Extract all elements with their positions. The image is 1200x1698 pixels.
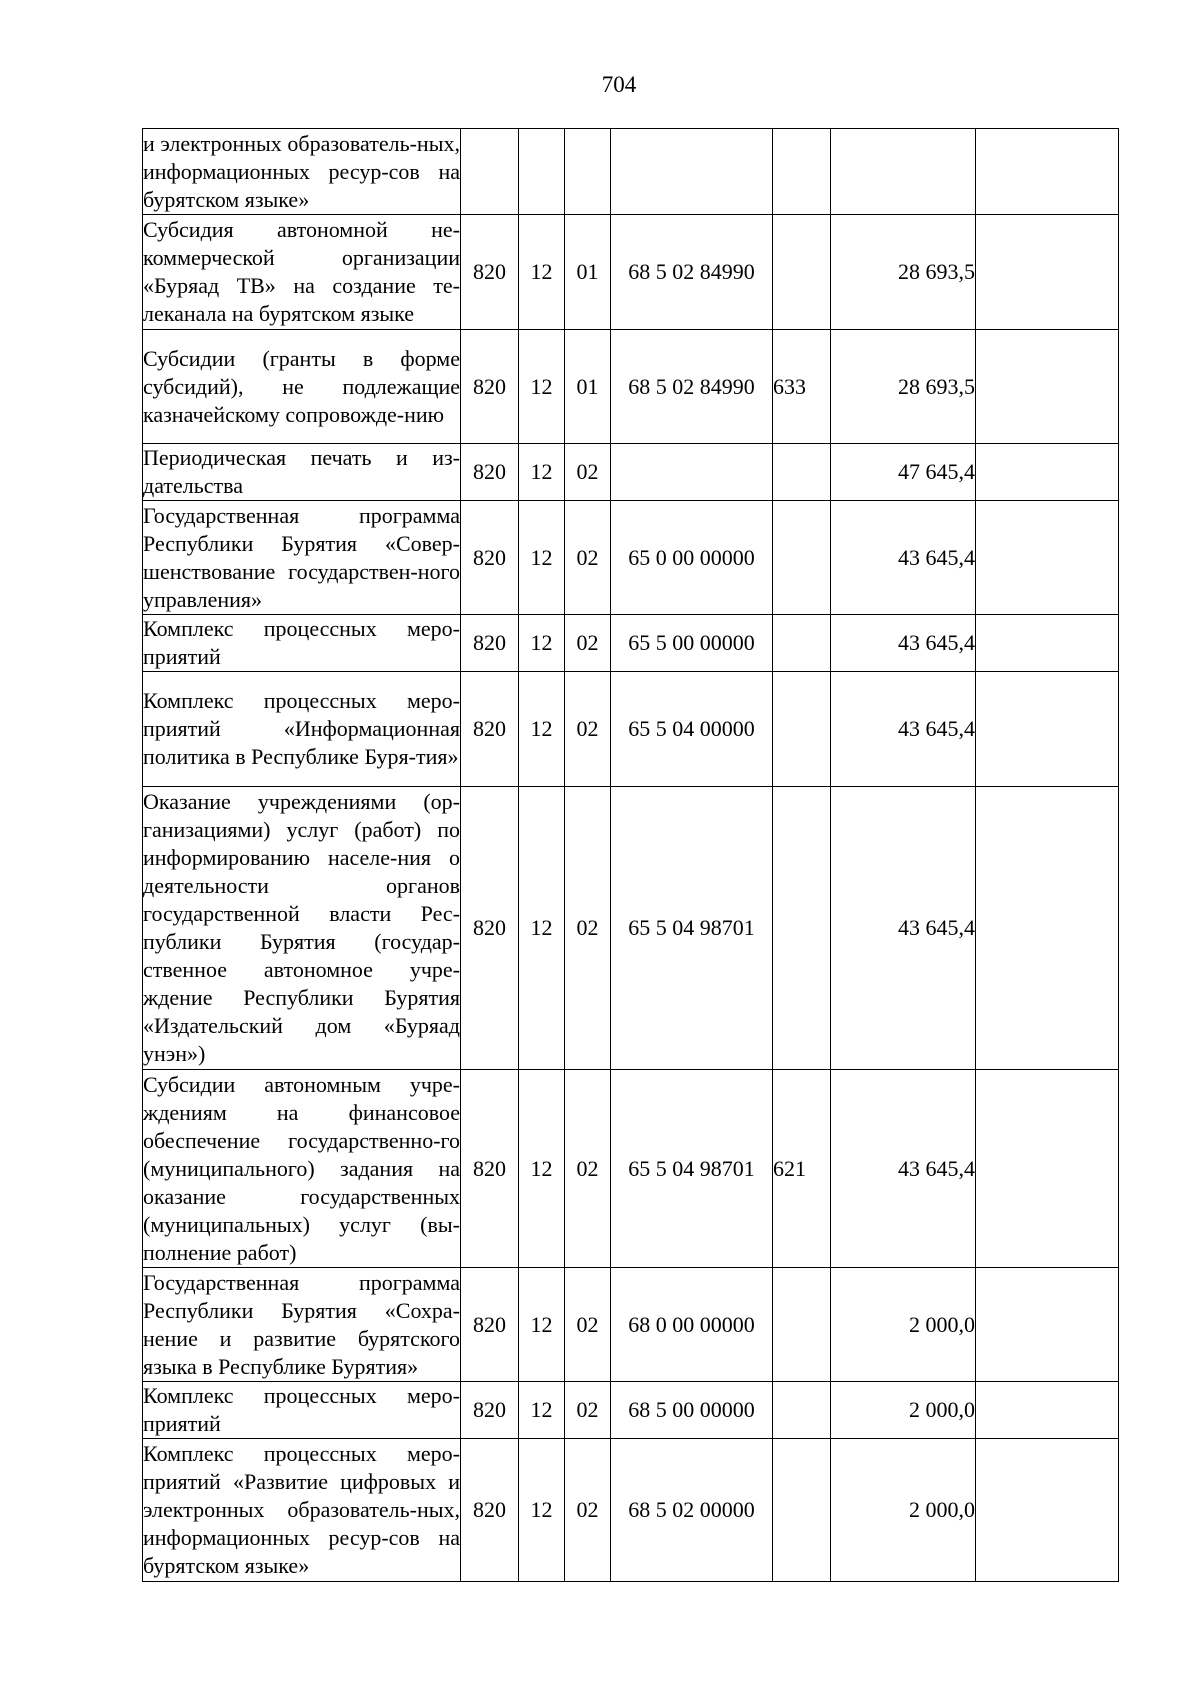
- subsection-cell: 02: [565, 1382, 611, 1439]
- extra-cell: [976, 1382, 1119, 1439]
- row-name-cell: и электронных образователь-ных, информационных ресур-сов на бурятском языке»: [143, 129, 461, 215]
- expense-type-cell: [773, 501, 831, 615]
- budget-table: [142, 128, 1119, 1582]
- expense-type-cell: [773, 1382, 831, 1439]
- target-article-cell: 65 5 00 00000: [611, 615, 773, 672]
- table-row: [143, 672, 1119, 787]
- grbs-cell: 820: [461, 1268, 519, 1382]
- grbs-cell: 820: [461, 330, 519, 444]
- section-cell: 12: [519, 615, 565, 672]
- extra-cell: [976, 1439, 1119, 1582]
- target-article-cell: 68 0 00 00000: [611, 1268, 773, 1382]
- row-name-cell: Комплекс процессных меро-приятий: [143, 615, 461, 672]
- table-row: [143, 215, 1119, 330]
- amount-cell: 47 645,4: [831, 444, 976, 501]
- section-cell: 12: [519, 330, 565, 444]
- amount-cell: 43 645,4: [831, 1070, 976, 1268]
- grbs-cell: 820: [461, 1439, 519, 1582]
- section-cell: 12: [519, 1382, 565, 1439]
- grbs-cell: 820: [461, 615, 519, 672]
- table-row: [143, 787, 1119, 1070]
- extra-cell: [976, 1070, 1119, 1268]
- row-name-cell: Субсидия автономной не-коммерческой организации «Буряад ТВ» на создание те-леканала на бурятском языке: [143, 215, 461, 330]
- target-article-cell: [611, 129, 773, 215]
- subsection-cell: 02: [565, 1070, 611, 1268]
- extra-cell: [976, 215, 1119, 330]
- target-article-cell: 68 5 02 84990: [611, 215, 773, 330]
- section-cell: 12: [519, 1439, 565, 1582]
- amount-cell: 28 693,5: [831, 215, 976, 330]
- amount-cell: 28 693,5: [831, 330, 976, 444]
- grbs-cell: 820: [461, 501, 519, 615]
- extra-cell: [976, 330, 1119, 444]
- expense-type-cell: [773, 215, 831, 330]
- expense-type-cell: [773, 129, 831, 215]
- target-article-cell: 68 5 00 00000: [611, 1382, 773, 1439]
- expense-type-cell: [773, 787, 831, 1070]
- extra-cell: [976, 787, 1119, 1070]
- expense-type-cell: 621: [773, 1070, 831, 1268]
- expense-type-cell: [773, 615, 831, 672]
- extra-cell: [976, 672, 1119, 787]
- row-name-cell: Периодическая печать и из-дательства: [143, 444, 461, 501]
- table-row: [143, 615, 1119, 672]
- section-cell: 12: [519, 444, 565, 501]
- subsection-cell: [565, 129, 611, 215]
- amount-cell: 43 645,4: [831, 615, 976, 672]
- subsection-cell: 02: [565, 672, 611, 787]
- extra-cell: [976, 444, 1119, 501]
- target-article-cell: 68 5 02 84990: [611, 330, 773, 444]
- extra-cell: [976, 501, 1119, 615]
- amount-cell: 2 000,0: [831, 1439, 976, 1582]
- table-row: [143, 330, 1119, 444]
- row-name-cell: Субсидии (гранты в форме субсидий), не подлежащие казначейскому сопровожде-нию: [143, 330, 461, 444]
- extra-cell: [976, 1268, 1119, 1382]
- table-row: [143, 1382, 1119, 1439]
- target-article-cell: 65 0 00 00000: [611, 501, 773, 615]
- subsection-cell: 02: [565, 444, 611, 501]
- row-name-cell: Комплекс процессных меро-приятий «Информационная политика в Республике Буря-тия»: [143, 672, 461, 787]
- section-cell: 12: [519, 1268, 565, 1382]
- expense-type-cell: [773, 1268, 831, 1382]
- expense-type-cell: [773, 672, 831, 787]
- expense-type-cell: [773, 1439, 831, 1582]
- amount-cell: [831, 129, 976, 215]
- grbs-cell: 820: [461, 787, 519, 1070]
- extra-cell: [976, 615, 1119, 672]
- row-name-cell: Комплекс процессных меро-приятий: [143, 1382, 461, 1439]
- subsection-cell: 02: [565, 615, 611, 672]
- subsection-cell: 02: [565, 501, 611, 615]
- table-row: [143, 1439, 1119, 1582]
- target-article-cell: [611, 444, 773, 501]
- table-row: [143, 1070, 1119, 1268]
- subsection-cell: 02: [565, 1439, 611, 1582]
- expense-type-cell: [773, 444, 831, 501]
- row-name-cell: Государственная программа Республики Бурятия «Сохра-нение и развитие бурятского языка в Республике Бурятия»: [143, 1268, 461, 1382]
- grbs-cell: 820: [461, 672, 519, 787]
- section-cell: 12: [519, 787, 565, 1070]
- section-cell: 12: [519, 672, 565, 787]
- section-cell: 12: [519, 501, 565, 615]
- row-name-cell: Субсидии автономным учре-ждениям на финансовое обеспечение государственно-го (муниципального) задания на оказание государственных (муниципальных) услуг (вы-полнение работ): [143, 1070, 461, 1268]
- target-article-cell: 65 5 04 98701: [611, 787, 773, 1070]
- grbs-cell: 820: [461, 1382, 519, 1439]
- expense-type-cell: 633: [773, 330, 831, 444]
- target-article-cell: 65 5 04 00000: [611, 672, 773, 787]
- section-cell: [519, 129, 565, 215]
- amount-cell: 43 645,4: [831, 672, 976, 787]
- row-name-cell: Оказание учреждениями (ор-ганизациями) услуг (работ) по информированию населе-ния о деятельности органов государственной власти Рес-публики Бурятия (государ-ственное автономное учре-ждение Республики Бурятия «Издательский дом «Буряад унэн»): [143, 787, 461, 1070]
- table-row: [143, 129, 1119, 215]
- subsection-cell: 02: [565, 1268, 611, 1382]
- subsection-cell: 01: [565, 215, 611, 330]
- amount-cell: 43 645,4: [831, 501, 976, 615]
- section-cell: 12: [519, 1070, 565, 1268]
- table-row: [143, 444, 1119, 501]
- subsection-cell: 02: [565, 787, 611, 1070]
- grbs-cell: 820: [461, 1070, 519, 1268]
- grbs-cell: 820: [461, 215, 519, 330]
- extra-cell: [976, 129, 1119, 215]
- subsection-cell: 01: [565, 330, 611, 444]
- amount-cell: 2 000,0: [831, 1382, 976, 1439]
- amount-cell: 43 645,4: [831, 787, 976, 1070]
- section-cell: 12: [519, 215, 565, 330]
- table-row: [143, 1268, 1119, 1382]
- grbs-cell: 820: [461, 444, 519, 501]
- grbs-cell: [461, 129, 519, 215]
- page-number: 704: [601, 72, 637, 97]
- table-row: [143, 501, 1119, 615]
- target-article-cell: 65 5 04 98701: [611, 1070, 773, 1268]
- row-name-cell: Комплекс процессных меро-приятий «Развитие цифровых и электронных образователь-ных, информационных ресур-сов на бурятском языке»: [143, 1439, 461, 1582]
- target-article-cell: 68 5 02 00000: [611, 1439, 773, 1582]
- row-name-cell: Государственная программа Республики Бурятия «Совер-шенствование государствен-ного управления»: [143, 501, 461, 615]
- amount-cell: 2 000,0: [831, 1268, 976, 1382]
